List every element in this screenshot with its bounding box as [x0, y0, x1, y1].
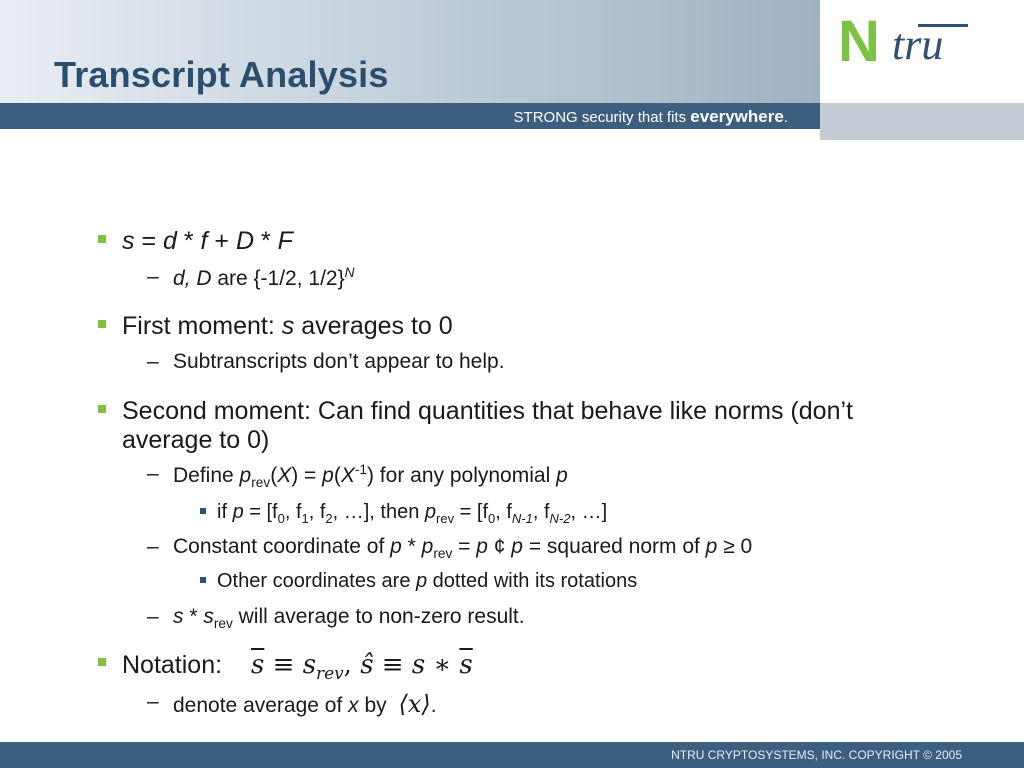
bullet-square-icon [98, 320, 106, 328]
copyright-text: NTRU CRYPTOSYSTEMS, INC. COPYRIGHT © 2005 [671, 748, 962, 762]
tagline [514, 107, 788, 127]
dash-icon: – [147, 605, 159, 628]
tagline-bold: everywhere [690, 107, 784, 126]
logo-n: N [838, 9, 878, 74]
tagline-prefix: STRONG security that fits [513, 109, 691, 126]
bullet-small-square-icon [200, 508, 206, 514]
slide-header [0, 0, 1024, 140]
slide-title: Transcript Analysis [54, 54, 389, 95]
notation-formula: $\overline{s} \equiv s_{rev}$, ŝ ≡ s ∗ $\overline{s}$ [251, 650, 473, 684]
header-right-strip [820, 103, 1024, 140]
slide-footer [0, 742, 1024, 768]
logo-tru: tru [892, 20, 944, 69]
dash-icon: – [147, 462, 159, 485]
bullet-small-square-icon [200, 577, 206, 583]
bullet-square-icon [98, 405, 106, 413]
bullet-square-icon [98, 235, 106, 243]
ntru-logo [838, 9, 988, 74]
tagline-suffix: . [783, 109, 788, 126]
angle-notation: ⟨x⟩ [398, 690, 431, 718]
dash-icon: – [147, 265, 159, 288]
dash-icon: – [147, 690, 159, 713]
tagline-bar [0, 103, 820, 129]
bullet-square-icon [98, 658, 106, 666]
dash-icon: – [147, 350, 159, 373]
dash-icon: – [147, 535, 159, 558]
